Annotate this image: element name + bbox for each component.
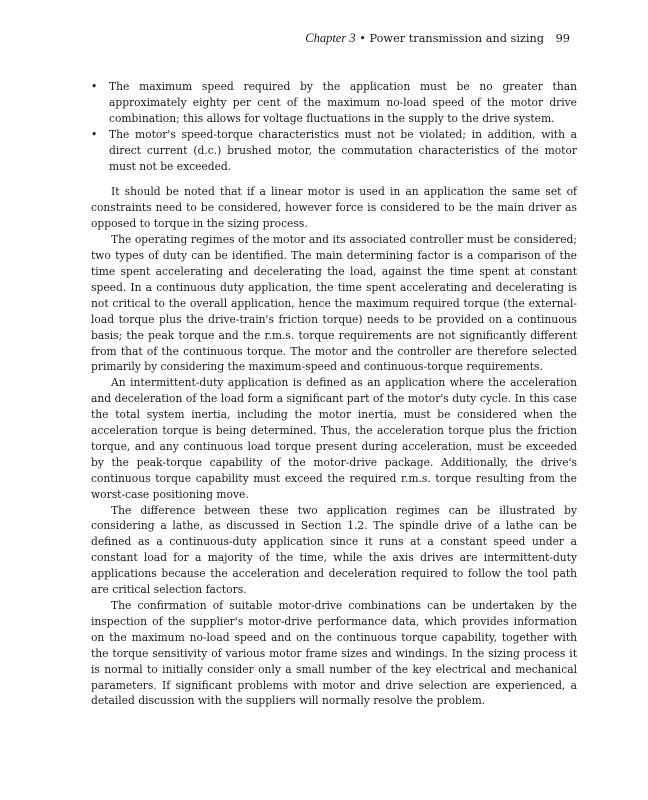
bullet-text: The maximum speed required by the application must be no greater than approximately eighty per cent of the maximum no-load speed of the motor drive combination; this allows for voltage fluctuations in the supply to the drive system. bbox=[109, 80, 577, 125]
chapter-label: Chapter 3 bbox=[305, 31, 356, 45]
bullet-item bbox=[91, 79, 577, 127]
bullet-text: The motor's speed-torque characteristics must not be violated; in addition, with a direct current (d.c.) brushed motor, the commutation characteristics of the motor must not be exceeded. bbox=[109, 127, 577, 173]
bullet-dot: • bbox=[91, 80, 98, 93]
page-number: 99 bbox=[555, 32, 570, 45]
bullet-dot: • bbox=[91, 127, 98, 141]
paragraph: The difference between these two application regimes can be illustrated by considering a lathe, as discussed in Section 1.2. The spindle drive of a lathe can be defined as a continuous-duty application since it runs at a constant speed under a constant load for a majority of the time, while the axis drives are intermittent-duty applications because the acceleration and deceleration required to follow the tool path are critical selection factors. bbox=[91, 503, 577, 597]
paragraph: It should be noted that if a linear motor is used in an application the same set of constraints need to be considered, however force is considered to be the main driver as opposed to torque in the sizing process. bbox=[91, 185, 577, 231]
running-header bbox=[305, 31, 570, 46]
paragraph: An intermittent-duty application is defined as an application where the acceleration and deceleration of the load form a significant part of the motor's duty cycle. In this case the total system inertia, including the motor inertia, must be considered when the acceleration torque is being determined. Thus, the acceleration torque plus the friction torque, and any continuous load torque present during acceleration, must be exceeded by the peak-torque capability of the motor-drive package. Additionally, the drive's continuous torque capability must exceed the required r.m.s. torque resulting from the worst-case positioning move. bbox=[91, 376, 577, 501]
paragraph: The confirmation of suitable motor-drive combinations can be undertaken by the inspection of the supplier's motor-drive performance data, which provides information on the maximum no-load speed and on the continuous torque capability, together with the torque sensitivity of various motor frame sizes and windings. In the sizing process it is normal to initially consider only a small number of the key electrical and mechanical parameters. If significant problems with motor and drive selection are experienced, a detailed discussion with the suppliers will normally resolve the problem. bbox=[91, 599, 577, 708]
paragraph: The operating regimes of the motor and its associated controller must be considered; two types of duty can be identified. The main determining factor is a comparison of the time spent accelerating and decelerating the load, against the time spent at constant speed. In a continuous duty application, the time spent accelerating and decelerating is not critical to the overall application, hence the maximum required torque (the external-load torque plus the drive-train's friction torque) needs to be provided on a continuous basis; the peak torque and the r.m.s. torque requirements are not significantly different from that of the continuous torque. The motor and the controller are therefore selected primarily by considering the maximum-speed and continuous-torque requirements. bbox=[91, 233, 577, 374]
header-separator: • bbox=[359, 32, 366, 45]
bullet-item bbox=[91, 127, 577, 175]
chapter-title: Power transmission and sizing bbox=[369, 32, 545, 45]
bullet-list bbox=[91, 79, 577, 174]
page-body bbox=[91, 79, 577, 709]
